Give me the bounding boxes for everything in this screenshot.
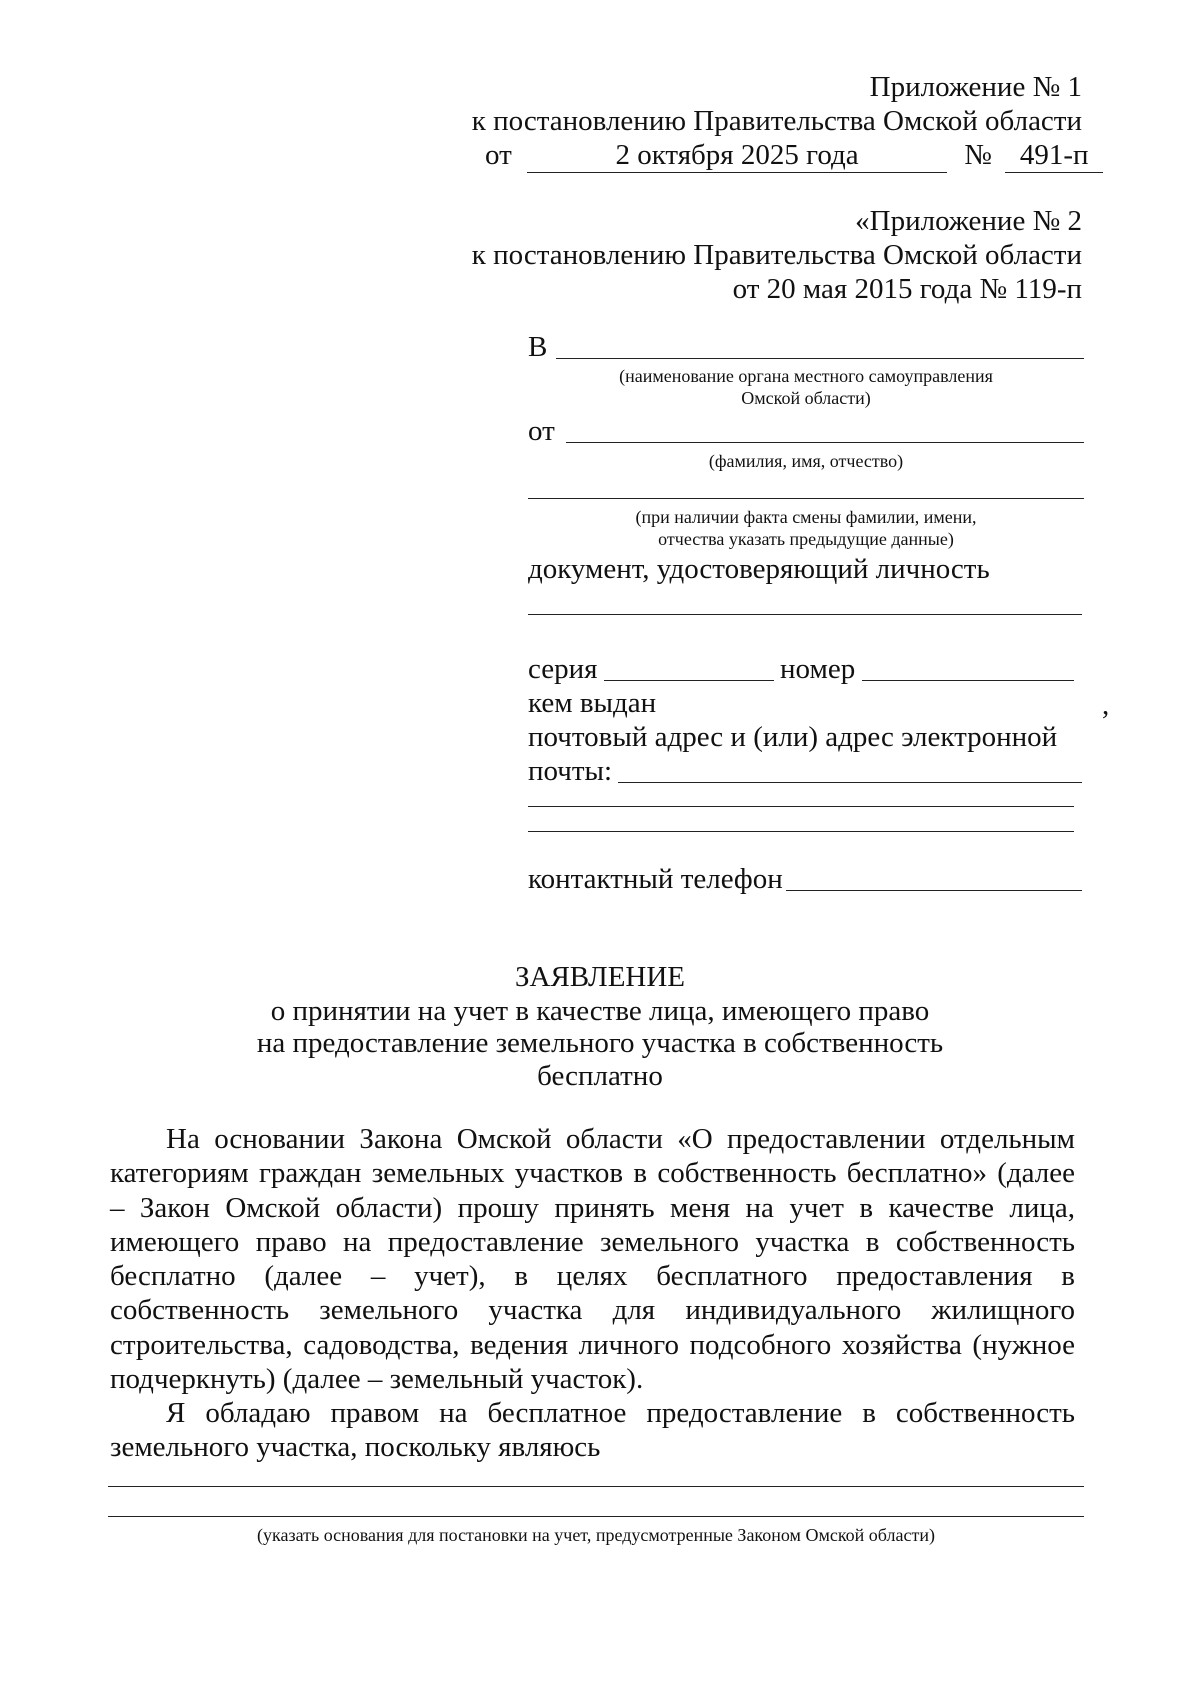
to-caption-2: Омской области)	[741, 388, 871, 408]
to-field[interactable]	[556, 358, 1084, 359]
statement-subtitle-1: о принятии на учет в качестве лица, имеющего право	[270, 995, 930, 1027]
from-name-field[interactable]	[566, 442, 1084, 443]
address-field-2[interactable]	[528, 806, 1074, 807]
appendix-1-resolution: к постановлению Правительства Омской области	[471, 105, 1082, 137]
id-document-label: документ, удостоверяющий личность	[528, 553, 990, 585]
body-paragraph-1: На основании Закона Омской области «О предоставлении отдельным категориям граждан земельных участков в собственность бесплатно» (далее – Закон Омской области) прошу принять меня на учет в качестве лица, имеющего право на предоставление земельного участка в собственность бесплатно (далее – учет), в целях бесплатного предоставления в собственность земельного участка для индивидуального жилищного строительства, садоводства, ведения личного подсобного хозяйства (нужное подчеркнуть) (далее – земельный участок).	[110, 1123, 1075, 1396]
statement-title: ЗАЯВЛЕНИЕ	[514, 961, 686, 993]
issued-by-label: кем выдан	[528, 687, 657, 719]
from-caption: (фамилия, имя, отчество)	[708, 451, 904, 471]
statement-subtitle-3: бесплатно	[537, 1060, 663, 1092]
address-label-1: почтовый адрес и (или) адрес электронной	[528, 721, 1058, 753]
to-caption-1: (наименование органа местного самоуправления	[619, 366, 993, 386]
appendix-2-date: от 20 мая 2015 года № 119-п	[732, 273, 1082, 305]
appendix-1-title: Приложение № 1	[869, 71, 1082, 103]
series-label: серия	[528, 653, 598, 685]
name-change-caption-2: отчества указать предыдущие данные)	[658, 529, 954, 549]
body-paragraph-2: Я обладаю правом на бесплатное предоставление в собственность земельного участка, поскольку являюсь	[110, 1397, 1075, 1464]
from-label: от	[485, 139, 512, 171]
address-field-3[interactable]	[528, 831, 1074, 832]
appendix-2-resolution: к постановлению Правительства Омской области	[471, 239, 1082, 271]
id-document-field[interactable]	[528, 614, 1082, 615]
basis-caption: (указать основания для постановки на учет, предусмотренные Законом Омской области)	[257, 1525, 935, 1545]
appendix-1-date-line	[485, 138, 1103, 173]
appendix-2-title: «Приложение № 2	[855, 205, 1082, 237]
statement-subtitle-2: на предоставление земельного участка в собственность	[256, 1027, 944, 1059]
address-label-2: почты:	[528, 755, 613, 787]
number-label: №	[964, 139, 992, 171]
basis-field-2[interactable]	[108, 1516, 1084, 1517]
resolution-date: 2 октября 2025 года	[527, 138, 947, 173]
stray-comma: ,	[1102, 689, 1110, 721]
name-change-caption-1: (при наличии факта смены фамилии, имени,	[635, 507, 977, 527]
number-label: номер	[780, 653, 856, 685]
phone-label: контактный телефон	[528, 863, 783, 895]
previous-name-field[interactable]	[528, 498, 1084, 499]
address-field-1[interactable]	[618, 782, 1082, 783]
basis-field-1[interactable]	[108, 1486, 1084, 1487]
series-field[interactable]	[604, 680, 774, 681]
phone-field[interactable]	[786, 890, 1082, 891]
to-label: В	[528, 331, 548, 363]
resolution-number: 491-п	[1005, 138, 1103, 173]
number-field[interactable]	[862, 680, 1074, 681]
from-label: от	[528, 415, 555, 447]
